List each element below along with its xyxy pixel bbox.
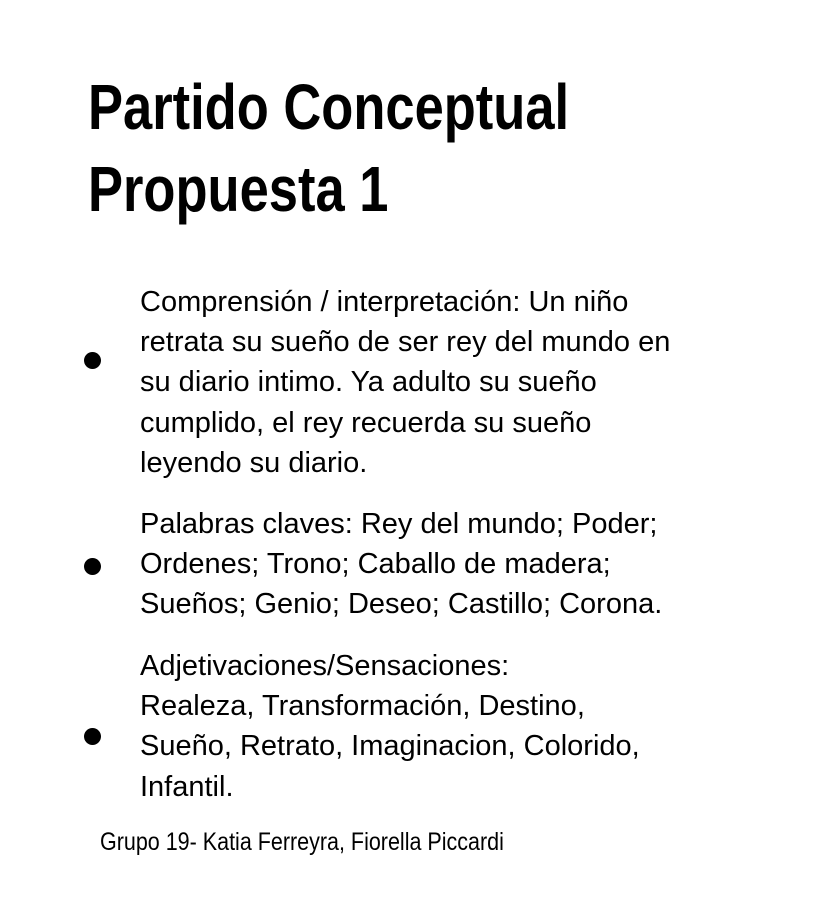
footer-credits: Grupo 19- Katia Ferreyra, Fiorella Piccardi [100, 828, 504, 856]
slide-title [88, 66, 569, 230]
bullet-dot-icon [84, 352, 101, 369]
title-line-2: Propuesta 1 [88, 153, 389, 225]
bullet-text-comprension: Comprensión / interpretación: Un niño retrata su sueño de ser rey del mundo en su diario intimo. Ya adulto su sueño cumplido, el rey recuerda su sueño leyendo su diario. [140, 286, 671, 479]
bullet-dot-icon [84, 558, 101, 575]
bullet-dot-icon [84, 728, 101, 745]
bullet-text-palabras-claves: Palabras claves: Rey del mundo; Poder; Ordenes; Trono; Caballo de madera; Sueños; Genio; Deseo; Castillo; Corona. [140, 508, 663, 621]
title-line-1: Partido Conceptual [88, 71, 570, 143]
bullet-text-adjetivaciones: Adjetivaciones/Sensaciones: Realeza, Transformación, Destino, Sueño, Retrato, Imaginacion, Colorido, Infantil. [140, 650, 640, 803]
